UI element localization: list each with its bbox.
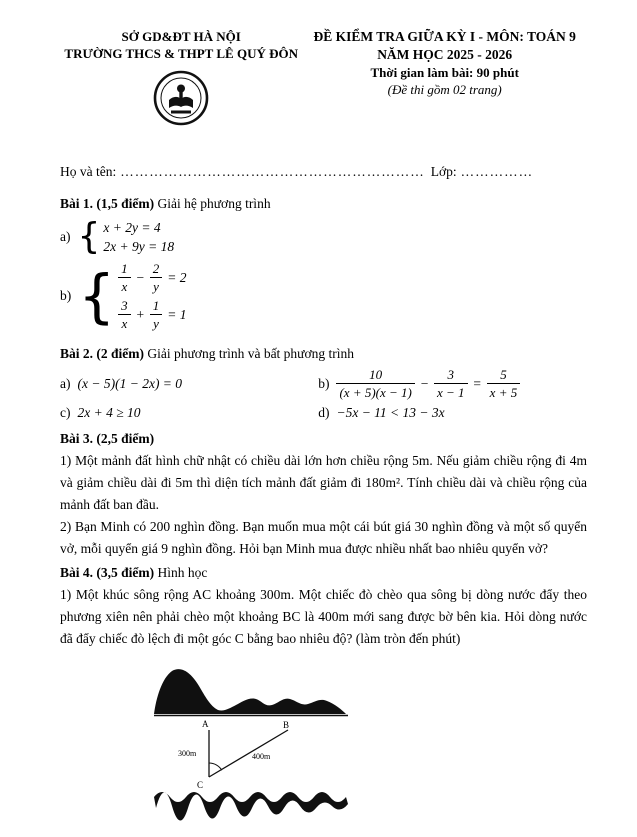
problem-2	[60, 343, 587, 424]
system-equations	[103, 218, 174, 256]
fraction-numerator: 5	[487, 367, 521, 384]
equation-2d: −5x − 11 < 13 − 3x	[336, 405, 445, 420]
problem-3-part-1: 1) Một mảnh đất hình chữ nhật có chiều dài lớn hơn chiều rộng 5m. Nếu giảm chiều rộng đi 4m và giảm chiều dài đi 5m thì diện tích mảnh đất giảm đi 180m². Tính chiều dài và chiều rộng của mảnh đất ban đầu.	[60, 453, 587, 512]
distance-bc-label: 400m	[252, 752, 271, 761]
problem-2-row-ab	[60, 367, 587, 400]
problem-1-title-line	[60, 193, 587, 215]
problem-2b	[318, 367, 587, 400]
system-brace-icon: {	[78, 261, 116, 330]
fraction-numerator: 2	[150, 261, 163, 278]
problem-2-title-line	[60, 343, 587, 365]
operator: +	[135, 306, 145, 322]
problem-3-title-line	[60, 428, 587, 450]
problem-1	[60, 193, 587, 333]
item-label-1b: b)	[60, 288, 72, 303]
item-label-1a: a)	[60, 229, 71, 244]
equation-1a-1: x + 2y = 4	[103, 220, 161, 235]
name-label: Họ và tên:	[60, 164, 117, 179]
bottom-bank-shape	[154, 792, 348, 821]
fraction-numerator: 3	[434, 367, 468, 384]
equation-1b-1	[118, 261, 191, 294]
problem-1-title: Giải hệ phương trình	[157, 196, 271, 211]
equation-2a: (x − 5)(1 − 2x) = 0	[77, 375, 183, 391]
problem-2-title: Giải phương trình và bất phương trình	[147, 346, 355, 361]
fraction	[150, 261, 163, 294]
fraction	[118, 261, 131, 294]
point-b-label: B	[283, 720, 290, 730]
problem-2d	[318, 402, 587, 424]
equation-1a-2: 2x + 9y = 18	[103, 239, 175, 254]
problem-3	[60, 428, 587, 560]
problem-1-label: Bài 1. (1,5 điểm)	[60, 196, 155, 211]
fraction-numerator: 10	[336, 367, 414, 384]
distance-ac-label: 300m	[178, 749, 197, 758]
exam-pages-note: (Đề thi gồm 02 trang)	[387, 82, 502, 97]
problem-3-part-2: 2) Bạn Minh có 200 nghìn đồng. Bạn muốn mua một cái bút giá 30 nghìn đồng và một số quyển vở, mỗi quyển giá 9 nghìn đồng. Hỏi bạn Minh mua được nhiều nhất bao nhiêu quyển vở?	[60, 519, 587, 556]
exam-duration: Thời gian làm bài: 90 phút	[370, 65, 519, 80]
fraction	[118, 298, 131, 331]
exam-title: ĐỀ KIỂM TRA GIỮA KỲ I - MÔN: TOÁN 9	[313, 29, 576, 44]
fraction	[150, 298, 163, 331]
problem-4-part-1: 1) Một khúc sông rộng AC khoảng 300m. Một chiếc đò chèo qua sông bị dòng nước đẩy theo phương xiên nên phải chèo một khoảng BC là 400m mới sang được bờ bên kia. Hỏi dòng nước đã đẩy chiếc đò lệch đi một góc C bằng bao nhiêu độ? (làm tròn đến phút)	[60, 587, 587, 646]
fraction-numerator: 1	[150, 298, 163, 315]
exam-info-block	[302, 28, 587, 134]
school-department: SỞ GD&ĐT HÀ NỘI	[121, 29, 241, 44]
equation-rhs: = 2	[167, 269, 187, 285]
top-bank-shape	[154, 669, 346, 714]
system-equations	[118, 259, 191, 333]
fraction-denominator: x − 1	[437, 385, 465, 400]
school-name: TRƯỜNG THCS & THPT LÊ QUÝ ĐÔN	[64, 46, 298, 61]
school-logo-icon	[152, 69, 210, 127]
problem-2-label: Bài 2. (2 điểm)	[60, 346, 144, 361]
school-logo	[60, 69, 302, 134]
problem-3-label: Bài 3. (2,5 điểm)	[60, 431, 155, 446]
angle-arc	[209, 763, 222, 770]
name-dotted-line: ………………………………………………………	[120, 164, 425, 179]
segment-bc	[209, 730, 288, 777]
student-info-line	[60, 161, 587, 183]
header	[60, 28, 587, 134]
class-dotted-line: ……………	[460, 164, 534, 179]
problem-2c	[60, 402, 318, 424]
equals-sign: =	[472, 375, 482, 391]
fraction	[434, 367, 468, 400]
fraction-numerator: 3	[118, 298, 131, 315]
fraction-denominator: y	[153, 279, 159, 294]
system-brace-icon: {	[77, 215, 101, 257]
problem-4-title: Hình học	[157, 565, 208, 580]
problem-2-row-cd	[60, 402, 587, 424]
equation-2b	[336, 367, 520, 400]
fraction	[487, 367, 521, 400]
fraction-denominator: x	[121, 316, 128, 331]
exam-year: NĂM HỌC 2025 - 2026	[377, 47, 513, 62]
point-c-label: C	[197, 780, 204, 790]
equation-2c: 2x + 4 ≥ 10	[77, 405, 141, 420]
item-label-2c: c)	[60, 405, 71, 420]
problem-2a	[60, 373, 318, 395]
equation-system-1a	[77, 215, 175, 257]
item-label-2d: d)	[318, 405, 330, 420]
operator: −	[135, 269, 145, 285]
fraction-denominator: (x + 5)(x − 1)	[339, 385, 412, 400]
problem-4-title-line	[60, 562, 587, 584]
fraction-denominator: y	[153, 316, 159, 331]
problem-4	[60, 562, 587, 650]
river-figure-svg	[152, 664, 352, 822]
class-label: Lớp:	[430, 164, 457, 179]
point-a-label: A	[202, 719, 209, 729]
item-label-2a: a)	[60, 375, 71, 391]
fraction-numerator: 1	[118, 261, 131, 278]
problem-4-label: Bài 4. (3,5 điểm)	[60, 565, 155, 580]
equation-rhs: = 1	[167, 306, 187, 322]
school-block	[60, 28, 302, 134]
equation-1b-2	[118, 298, 191, 331]
problem-1b	[60, 259, 587, 333]
equation-system-1b	[78, 259, 191, 333]
problem-1a	[60, 215, 587, 257]
operator: −	[419, 375, 429, 391]
fraction-denominator: x + 5	[489, 385, 518, 400]
river-figure	[152, 664, 587, 829]
fraction	[336, 367, 414, 400]
item-label-2b: b)	[318, 375, 330, 391]
fraction-denominator: x	[121, 279, 128, 294]
